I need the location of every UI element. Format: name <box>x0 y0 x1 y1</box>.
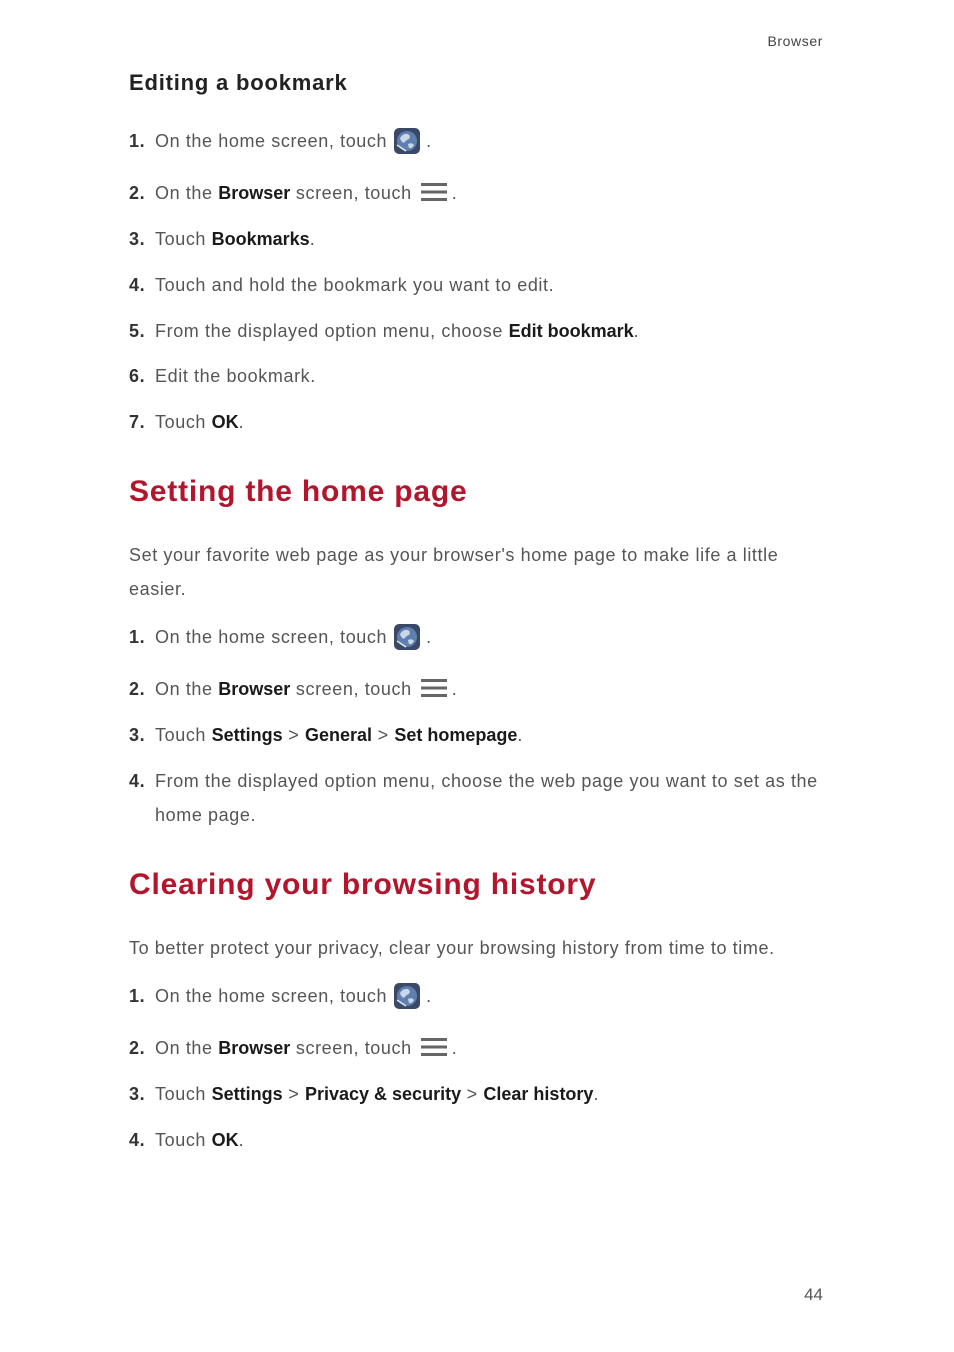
step-number: 7. <box>129 412 146 432</box>
home-page-step-4 <box>129 764 829 832</box>
step-number: 2. <box>129 1038 146 1058</box>
ui-term: Browser <box>218 183 291 203</box>
ui-term: Edit bookmark <box>508 321 634 341</box>
ui-term: Privacy & security <box>304 1084 462 1104</box>
step-text: . <box>238 1130 245 1150</box>
browser-globe-icon <box>393 623 421 651</box>
ui-term: General <box>304 725 373 745</box>
home-page-section-title: Setting the home page <box>129 475 468 508</box>
step-text: Touch <box>155 725 212 745</box>
step-text: On the home screen, touch <box>155 627 388 647</box>
step-text: screen, touch <box>290 1038 412 1058</box>
step-text: From the displayed option menu, choose the web page you want to set as the home page. <box>155 771 818 825</box>
step-text: Touch <box>155 1130 212 1150</box>
step-text: Touch <box>155 1084 212 1104</box>
step-text: screen, touch <box>290 679 412 699</box>
step-number: 4. <box>129 1130 146 1150</box>
ui-term: Settings <box>211 725 283 745</box>
step-text: . <box>426 627 432 647</box>
editing-step-4 <box>129 268 829 302</box>
step-text: On the <box>155 679 219 699</box>
page-number: 44 <box>804 1285 823 1304</box>
clear-history-step-2 <box>129 1031 829 1065</box>
menu-icon <box>420 181 448 203</box>
ui-term: Settings <box>211 1084 283 1104</box>
step-number: 1. <box>129 627 146 647</box>
ui-term: Clear history <box>483 1084 594 1104</box>
editing-step-1 <box>129 124 829 158</box>
step-text: On the <box>155 183 219 203</box>
step-text: . <box>451 183 458 203</box>
step-text: > <box>372 725 395 745</box>
step-text: . <box>426 986 432 1006</box>
step-text: . <box>593 1084 600 1104</box>
browser-globe-icon <box>393 127 421 155</box>
step-text: > <box>282 725 305 745</box>
ui-term: Browser <box>218 679 291 699</box>
step-text: . <box>633 321 640 341</box>
step-text: Touch <box>155 229 212 249</box>
menu-icon <box>420 1036 448 1058</box>
step-text: On the home screen, touch <box>155 986 388 1006</box>
clear-history-step-4 <box>129 1123 829 1157</box>
step-number: 3. <box>129 229 146 249</box>
step-number: 1. <box>129 131 146 151</box>
step-number: 3. <box>129 725 146 745</box>
step-text: Edit the bookmark. <box>155 366 316 386</box>
step-number: 4. <box>129 771 146 791</box>
step-text: . <box>426 131 432 151</box>
step-text: . <box>309 229 316 249</box>
editing-step-5 <box>129 314 829 348</box>
step-number: 2. <box>129 183 146 203</box>
clear-history-step-3 <box>129 1077 829 1111</box>
step-number: 6. <box>129 366 146 386</box>
ui-term: Set homepage <box>394 725 518 745</box>
step-text: > <box>461 1084 484 1104</box>
step-number: 3. <box>129 1084 146 1104</box>
clear-history-step-1 <box>129 979 829 1013</box>
clear-history-section-title: Clearing your browsing history <box>129 868 597 901</box>
ui-term: OK <box>211 1130 239 1150</box>
step-number: 5. <box>129 321 146 341</box>
editing-step-6 <box>129 359 829 393</box>
step-text: . <box>517 725 523 745</box>
editing-step-3 <box>129 222 829 256</box>
browser-globe-icon <box>393 982 421 1010</box>
editing-step-2 <box>129 176 829 210</box>
clear-history-intro: To better protect your privacy, clear your browsing history from time to time. <box>129 938 775 958</box>
ui-term: Browser <box>218 1038 291 1058</box>
page-header-section-label: Browser <box>767 33 823 49</box>
home-page-step-3 <box>129 718 829 752</box>
home-page-intro: Set your favorite web page as your browser's home page to make life a little easier. <box>129 545 779 599</box>
step-number: 2. <box>129 679 146 699</box>
step-text: Touch <box>155 412 212 432</box>
step-number: 4. <box>129 275 146 295</box>
step-number: 1. <box>129 986 146 1006</box>
menu-icon <box>420 677 448 699</box>
step-text: From the displayed option menu, choose <box>155 321 509 341</box>
step-text: > <box>282 1084 305 1104</box>
step-text: Touch and hold the bookmark you want to edit. <box>155 275 555 295</box>
step-text: . <box>451 1038 458 1058</box>
step-text: screen, touch <box>290 183 412 203</box>
editing-bookmark-heading: Editing a bookmark <box>129 70 348 95</box>
step-text: . <box>451 679 458 699</box>
ui-term: OK <box>211 412 239 432</box>
home-page-step-1 <box>129 620 829 654</box>
step-text: On the home screen, touch <box>155 131 388 151</box>
step-text: On the <box>155 1038 219 1058</box>
editing-step-7 <box>129 405 829 439</box>
ui-term: Bookmarks <box>211 229 310 249</box>
home-page-step-2 <box>129 672 829 706</box>
step-text: . <box>238 412 245 432</box>
